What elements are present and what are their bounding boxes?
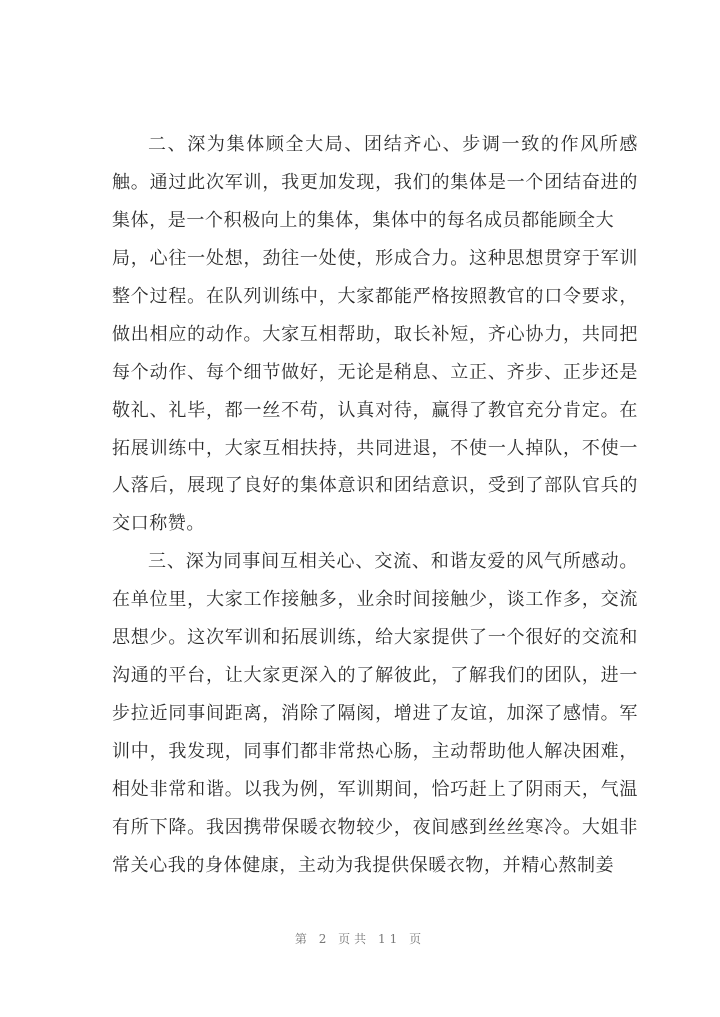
- paragraph-3-line: 在单位里，大家工作接触多，业余时间接触少，谈工作多，交流: [112, 589, 638, 611]
- paragraph-3-line: 有所下降。我因携带保暖衣物较少，夜间感到丝丝寒冷。大姐非: [112, 816, 638, 838]
- paragraph-2-line: 交口称赞。: [112, 513, 205, 535]
- paragraph-3-line: 常关心我的身体健康，主动为我提供保暖衣物，并精心熬制姜: [112, 854, 615, 876]
- document-body: [112, 126, 638, 885]
- paragraph-2-line: 二、深为集体顾全大局、团结齐心、步调一致的作风所感: [148, 134, 638, 155]
- paragraph-2-line: 局，心往一处想，劲往一处使，形成合力。这种思想贯穿于军训: [112, 247, 638, 269]
- paragraph-2-line: 每个动作、每个细节做好，无论是稍息、立正、齐步、正步还是: [112, 361, 638, 383]
- paragraph-3-line: 三、深为同事间互相关心、交流、和谐友爱的风气所感动。: [148, 551, 638, 573]
- paragraph-3-line: 相处非常和谐。以我为例，军训期间，恰巧赶上了阴雨天，气温: [112, 778, 638, 800]
- paragraph-2-line: 触。通过此次军训，我更加发现，我们的集体是一个团结奋进的: [112, 171, 638, 193]
- paragraph-2-line: 人落后，展现了良好的集体意识和团结意识，受到了部队官兵的: [112, 475, 638, 497]
- paragraph-2-line: 敬礼、礼毕，都一丝不苟，认真对待，赢得了教官充分肯定。在: [112, 399, 638, 421]
- paragraph-3-line: 训中，我发现，同事们都非常热心肠，主动帮助他人解决困难，: [112, 741, 638, 762]
- paragraph-2-line: 拓展训练中，大家互相扶持，共同进退，不使一人掉队，不使一: [112, 437, 638, 459]
- paragraph-2-line: 集体，是一个积极向上的集体，集体中的每名成员都能顾全大: [112, 209, 615, 231]
- paragraph-3-line: 思想少。这次军训和拓展训练，给大家提供了一个很好的交流和: [112, 627, 638, 649]
- paragraph-3-line: 步拉近同事间距离，消除了隔阂，增进了友谊，加深了感情。军: [112, 703, 638, 725]
- paragraph-2-line: 整个过程。在队列训练中，大家都能严格按照教官的口令要求，: [112, 285, 638, 307]
- paragraph-3-line: 沟通的平台，让大家更深入的了解彼此，了解我们的团队，进一: [112, 665, 638, 687]
- page-number: 第 2 页共 11 页: [294, 932, 426, 946]
- paragraph-2-line: 做出相应的动作。大家互相帮助，取长补短，齐心协力，共同把: [112, 323, 638, 345]
